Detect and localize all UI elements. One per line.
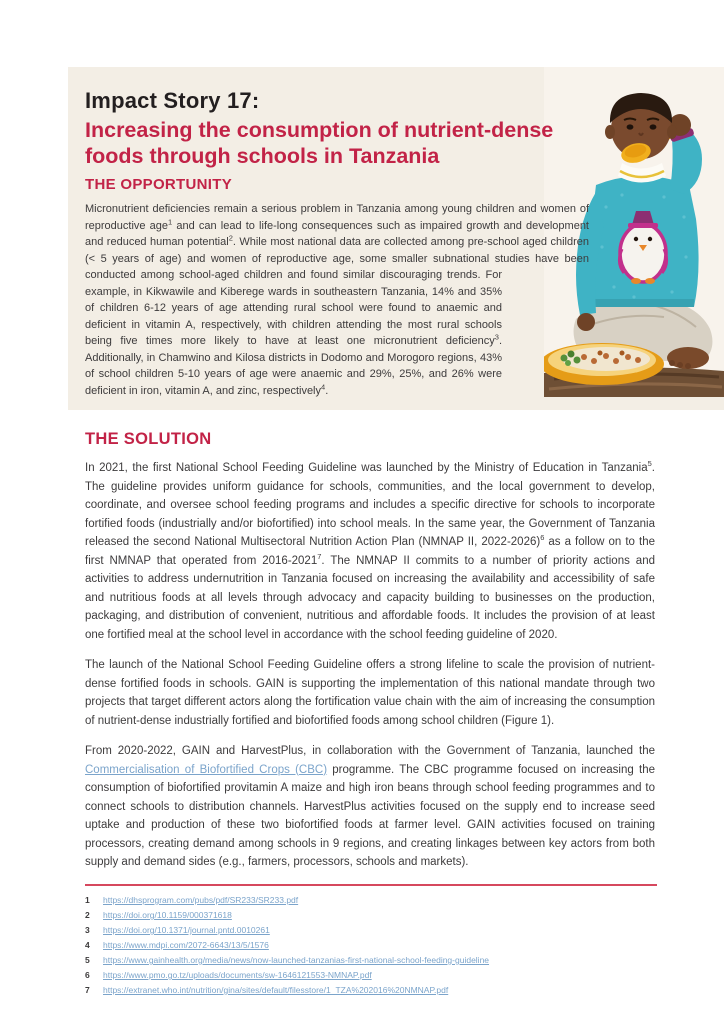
text-wrap-spacer — [589, 201, 590, 267]
solution-paragraph-2: The launch of the National School Feeding Guideline offers a strong lifeline to scale the provision of nutrient-dense fortified foods in schools. GAIN is supporting the implementation of this national mandate through two projects that target different actors along the fortification value chain with the aim of increasing the consumption of nutrient-dense industrially fortified and biofortified foods among school children (Figure 1). — [85, 659, 655, 727]
footnote-number: 2 — [85, 910, 90, 920]
footnote-link[interactable]: https://www.gainhealth.org/media/news/now-launched-tanzanias-first-national-school-feeding-guideline — [103, 955, 490, 965]
text-wrap-spacer — [502, 267, 590, 437]
paragraph-text: From 2020-2022, GAIN and HarvestPlus, in collaboration with the Government of Tanzania, launched the — [85, 745, 655, 757]
page-title: Increasing the consumption of nutrient-dense foods through schools in Tanzania — [85, 118, 554, 168]
footnote-ref: 5 — [647, 459, 652, 469]
paragraph-text: as a follow on to the first NMNAP that operated from 2016-2021 — [85, 536, 655, 567]
footnote-number: 5 — [85, 955, 90, 965]
footnote-ref: 6 — [540, 533, 545, 543]
footnote-number: 4 — [85, 940, 90, 950]
footnote-number: 6 — [85, 970, 90, 980]
footnote-number: 7 — [85, 985, 90, 995]
footnote-row — [85, 938, 657, 953]
footnote-ref: 3 — [494, 332, 499, 342]
solution-heading: THE SOLUTION — [85, 430, 212, 448]
footnote-ref: 4 — [321, 381, 326, 391]
footnote-divider — [85, 884, 657, 886]
footnote-link[interactable]: https://doi.org/10.1159/000371618 — [103, 910, 232, 920]
footnote-row — [85, 983, 657, 998]
solution-paragraph-3 — [85, 742, 655, 872]
footnote-ref: 7 — [317, 551, 322, 561]
paragraph-text: In 2021, the first National School Feeding Guideline was launched by the Ministry of Education in Tanzania — [85, 462, 648, 474]
footnote-link[interactable]: https://doi.org/10.1371/journal.pntd.0010261 — [103, 925, 270, 935]
header-box — [68, 67, 724, 410]
footnote-ref: 1 — [168, 216, 173, 226]
footnotes-section — [85, 884, 657, 998]
paragraph-text: . The guideline provides uniform guidance for schools, communities, and the local government to develop, coordinate, and oversee school feeding programs and includes a specific directive for schools to incorporate fortified foods (industrially and/or biofortified) into school meals. In the same year, the Government of Tanzania released the second National Multisectoral Nutrition Action Plan (NMNAP II, 2022-2026) — [85, 462, 655, 548]
paragraph-text: Micronutrient deficiencies remain a serious problem in Tanzania among young children and women of reproductive age — [85, 203, 589, 232]
paragraph-text: . Additionally, in Chamwino and Kilosa districts in Dodomo and Morogoro regions, 43% of school children 5-10 years of age were anaemic and 29%, 25%, and 26% were deficient in iron, vitamin A, and zinc, respectively — [85, 335, 502, 397]
footnote-row — [85, 968, 657, 983]
opportunity-heading: THE OPPORTUNITY — [85, 176, 233, 193]
kicker: Impact Story 17: — [85, 88, 260, 113]
solution-paragraph-1 — [85, 459, 655, 644]
footnote-row — [85, 908, 657, 923]
paragraph-text: . The NMNAP II commits to a number of priority actions and activities to address undernutrition in Tanzania focused on increasing the availability and accessibility of safe and nutritious foods at all levels through advocacy and capacity building to businesses on the production, packaging, and distribution of convenient, nutritious and affordable foods. It includes the provision of at least one fortified meal at the school level in accordance with the school feeding guideline of 2020. — [85, 554, 655, 641]
footnote-row — [85, 923, 657, 938]
footnote-row — [85, 953, 657, 968]
footnote-link[interactable]: https://www.mdpi.com/2072-6643/13/5/1576 — [103, 940, 269, 950]
solution-section — [85, 430, 655, 884]
footnote-link[interactable]: https://dhsprogram.com/pubs/pdf/SR233/SR233.pdf — [103, 895, 299, 905]
footnote-number: 3 — [85, 925, 90, 935]
opportunity-paragraph — [85, 201, 590, 399]
footnote-row — [85, 893, 657, 908]
paragraph-text: and can lead to life-long consequences such as impaired growth and development and reduced human potential — [85, 219, 589, 248]
paragraph-text: . — [325, 384, 329, 397]
footnote-link[interactable]: https://extranet.who.int/nutrition/gina/sites/default/filesstore/1_TZA%202016%20NMNAP.pdf — [103, 985, 449, 995]
cbc-programme-link[interactable]: Commercialisation of Biofortified Crops (CBC) — [85, 763, 328, 776]
hero-text-block — [68, 67, 724, 399]
paragraph-text: programme. The CBC programme focused on increasing the consumption of biofortified provitamin A maize and high iron beans through school feeding programmes and to connect schools to distribution channels. HarvestPlus activities focused on the supply end to increase seed uptake and production of these two biofortified foods at farmer level. GAIN activities focused on training processors, creating demand among schools in 9 regions, and creating linkages between key actors from both supply and demand sides (e.g., farmers, processors, schools and markets). — [85, 763, 655, 868]
footnote-ref: 2 — [228, 233, 233, 243]
footnote-link[interactable]: https://www.pmo.go.tz/uploads/documents/sw-1646121553-NMNAP.pdf — [103, 970, 372, 980]
footnote-number: 1 — [85, 895, 90, 905]
paragraph-text: . While most national data are collected among pre-school aged children (< 5 years of age) and women of reproductive age, some smaller subnational studies have been conducted among school-aged children and found similar discouraging trends. For example, in Kikwawile and Kiberege wards in southeastern Tanzania, 14% and 35% of children 6-12 years of age attending rural school were found to anaemic and deficient in vitamin A, respectively, with children attending the most rural schools being five times more likely to have at least one micronutrient deficiency — [85, 236, 590, 347]
